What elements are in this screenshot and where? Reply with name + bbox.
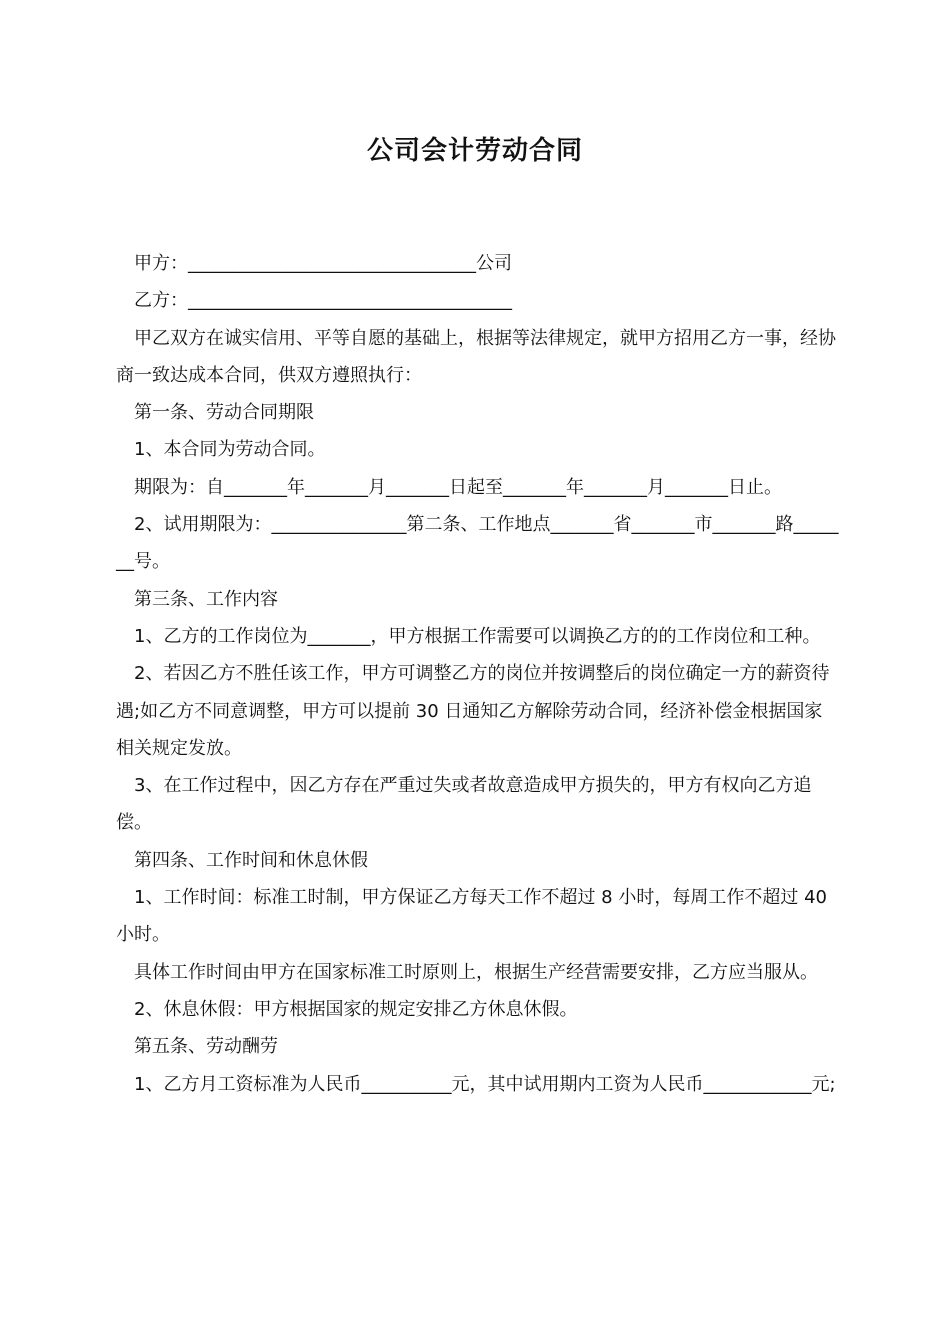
party-a-line: 甲方：________________________________公司 <box>134 253 512 274</box>
document-title: 公司会计劳动合同 <box>366 136 583 166</box>
article-5-clause-1: 1、乙方月工资标准为人民币__________元，其中试用期内工资为人民币____________元; <box>134 1073 836 1095</box>
article-1-heading: 第一条、劳动合同期限 <box>134 402 314 424</box>
probation-and-location-line: 2、试用期限为：_______________第二条、工作地点_______省_______市_______路_______号。 <box>116 514 839 573</box>
party-b-line: 乙方：____________________________________ <box>134 290 512 312</box>
contract-period-line: 期限为：自_______年_______月_______日起至_______年_______月_______日止。 <box>134 476 782 498</box>
article-5-heading: 第五条、劳动酬劳 <box>134 1036 278 1058</box>
preamble-paragraph: 甲乙双方在诚实信用、平等自愿的基础上，根据等法律规定，就甲方招用乙方一事，经协商一致达成本合同，供双方遵照执行： <box>116 327 836 386</box>
article-3-heading: 第三条、工作内容 <box>134 588 278 610</box>
document-body <box>116 245 840 1103</box>
article-1-clause-1: 1、本合同为劳动合同。 <box>134 439 326 461</box>
article-4-clause-1: 1、工作时间：标准工时制，甲方保证乙方每天工作不超过 8 小时，每周工作不超过 40 小时。 <box>116 887 833 946</box>
article-3-clause-1: 1、乙方的工作岗位为_______，甲方根据工作需要可以调换乙方的的工作岗位和工种。 <box>134 625 821 647</box>
article-4-clause-2: 2、休息休假：甲方根据国家的规定安排乙方休息休假。 <box>134 998 578 1020</box>
article-3-clause-2: 2、若因乙方不胜任该工作，甲方可调整乙方的岗位并按调整后的岗位确定一方的薪资待遇;如乙方不同意调整，甲方可以提前 30 日通知乙方解除劳动合同，经济补偿金根据国家相关规定发放。 <box>116 663 830 759</box>
article-4-heading: 第四条、工作时间和休息休假 <box>134 849 368 871</box>
article-4-clause-1-detail: 具体工作时间由甲方在国家标准工时原则上，根据生产经营需要安排，乙方应当服从。 <box>134 961 818 983</box>
article-3-clause-3: 3、在工作过程中，因乙方存在严重过失或者故意造成甲方损失的，甲方有权向乙方追偿。 <box>116 775 812 834</box>
